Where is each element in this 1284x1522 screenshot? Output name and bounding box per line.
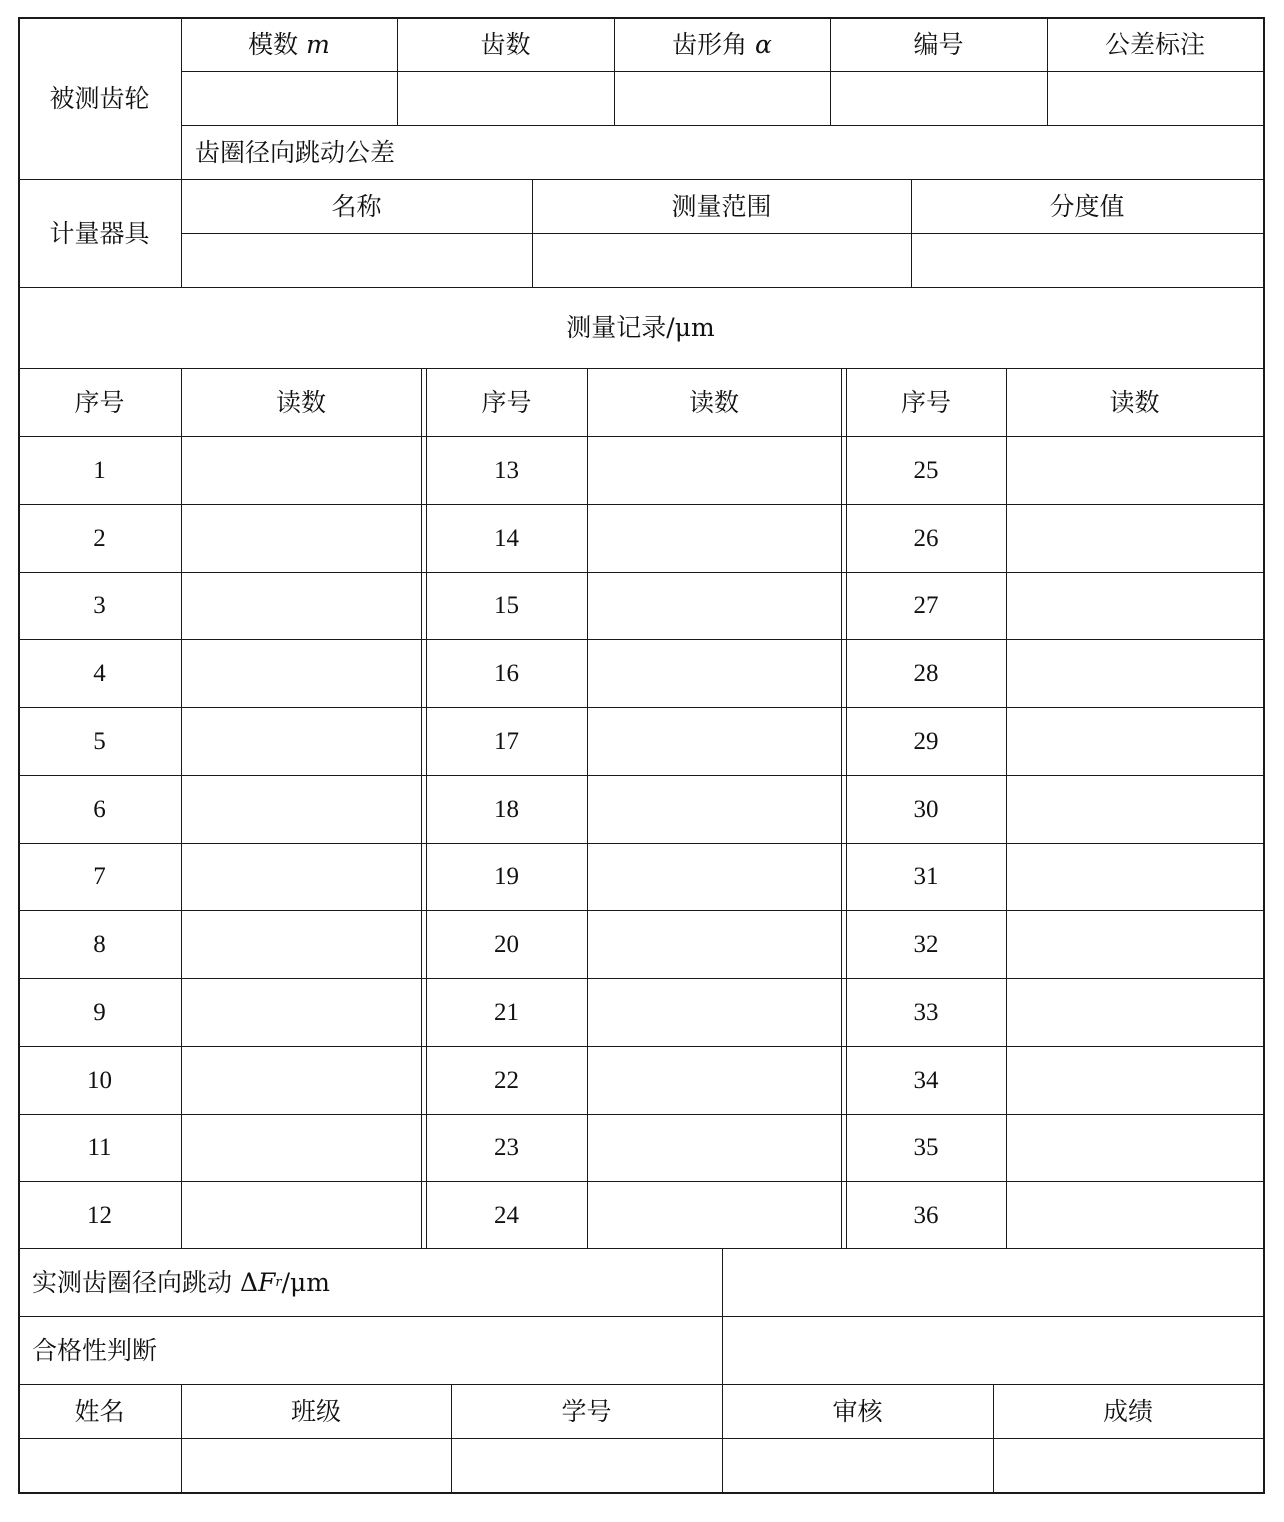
- record-row-number: 13: [494, 456, 519, 484]
- record-reading-cell[interactable]: [181, 775, 421, 843]
- value-pressure-angle[interactable]: [614, 71, 830, 125]
- record-row-number: 29: [913, 727, 939, 755]
- header-tolerance-mark: 公差标注: [1104, 29, 1205, 59]
- record-row-number: 28: [913, 659, 939, 687]
- record-reading-cell[interactable]: [587, 978, 841, 1046]
- record-row-number: 21: [494, 998, 519, 1026]
- record-row-number: 14: [494, 524, 519, 552]
- runout-tolerance-label: 齿圈径向跳动公差: [195, 137, 396, 167]
- record-reading-cell[interactable]: [1006, 1181, 1263, 1249]
- record-reading-cell[interactable]: [587, 1114, 841, 1181]
- footer-class-value[interactable]: [181, 1438, 451, 1492]
- header-measuring-range: 测量范围: [671, 191, 772, 221]
- record-reading-cell[interactable]: [587, 843, 841, 910]
- col-header-no-3: 序号: [900, 387, 951, 417]
- record-row-number: 30: [913, 795, 939, 823]
- record-row-number: 26: [913, 524, 939, 552]
- border-bottom: [18, 1492, 1265, 1494]
- header-module-symbol: m: [306, 29, 330, 59]
- record-reading-cell[interactable]: [587, 504, 841, 572]
- record-reading-cell[interactable]: [181, 1181, 421, 1249]
- record-reading-cell[interactable]: [587, 639, 841, 707]
- record-row-number: 11: [87, 1134, 112, 1161]
- record-reading-cell[interactable]: [181, 843, 421, 910]
- record-reading-cell[interactable]: [587, 707, 841, 775]
- record-row-number: 32: [913, 930, 939, 958]
- record-row-number: 24: [494, 1201, 519, 1229]
- record-row-number: 9: [93, 998, 106, 1026]
- record-row-number: 16: [494, 659, 519, 687]
- footer-review-value[interactable]: [722, 1438, 993, 1492]
- footer-student-id-value[interactable]: [451, 1438, 722, 1492]
- header-angle-text: 齿形角: [672, 29, 748, 59]
- record-reading-cell[interactable]: [1006, 1114, 1263, 1181]
- record-row-number: 35: [913, 1134, 939, 1161]
- record-row-number: 1: [93, 456, 106, 484]
- record-row-number: 36: [913, 1201, 939, 1229]
- record-reading-cell[interactable]: [1006, 978, 1263, 1046]
- measured-runout-label: [18, 1248, 722, 1316]
- footer-name-label: 姓名: [74, 1396, 125, 1426]
- gear-section-label: 被测齿轮: [49, 83, 150, 113]
- record-reading-cell[interactable]: [587, 1046, 841, 1114]
- record-double-line-2a: [841, 368, 842, 1249]
- record-row-number: 27: [913, 592, 939, 619]
- qualification-judgement-label: 合格性判断: [32, 1335, 158, 1365]
- header-teeth: 齿数: [480, 29, 531, 59]
- footer-name-value[interactable]: [18, 1438, 181, 1492]
- record-row-number: 17: [494, 727, 519, 755]
- record-row-number: 5: [93, 727, 106, 755]
- measured-runout-symbol: F: [258, 1267, 276, 1297]
- record-reading-cell[interactable]: [1006, 572, 1263, 639]
- col-header-reading-3: 读数: [1109, 387, 1160, 417]
- footer-class-label: 班级: [290, 1396, 341, 1426]
- record-reading-cell[interactable]: [181, 436, 421, 504]
- record-reading-cell[interactable]: [181, 572, 421, 639]
- value-measuring-range[interactable]: [532, 233, 911, 287]
- record-reading-cell[interactable]: [1006, 1046, 1263, 1114]
- header-instrument-name: 名称: [331, 191, 382, 221]
- record-reading-cell[interactable]: [181, 504, 421, 572]
- header-pressure-angle: [614, 17, 830, 71]
- record-reading-cell[interactable]: [1006, 707, 1263, 775]
- col-header-reading-1: 读数: [275, 387, 326, 417]
- record-row-number: 22: [494, 1066, 519, 1094]
- value-division-value[interactable]: [911, 233, 1263, 287]
- record-row-number: 15: [494, 592, 519, 619]
- record-reading-cell[interactable]: [1006, 504, 1263, 572]
- record-reading-cell[interactable]: [587, 910, 841, 978]
- record-row-number: 6: [93, 795, 106, 823]
- header-division-value: 分度值: [1049, 191, 1125, 221]
- record-reading-cell[interactable]: [181, 910, 421, 978]
- record-row-number: 23: [494, 1134, 519, 1161]
- value-module[interactable]: [181, 71, 397, 125]
- record-title: 测量记录/μm: [566, 313, 715, 342]
- record-reading-cell[interactable]: [587, 572, 841, 639]
- record-row-number: 10: [87, 1066, 112, 1094]
- record-row-number: 31: [913, 863, 939, 890]
- col-header-no-2: 序号: [481, 387, 532, 417]
- record-row-number: 33: [913, 998, 939, 1026]
- measured-runout-value[interactable]: [722, 1248, 1263, 1316]
- qualification-judgement-value[interactable]: [722, 1316, 1263, 1384]
- header-serial: 编号: [913, 29, 964, 59]
- border-right: [1263, 17, 1265, 1494]
- footer-score-value[interactable]: [993, 1438, 1263, 1492]
- instrument-section-label: 计量器具: [49, 218, 150, 248]
- record-reading-cell[interactable]: [181, 978, 421, 1046]
- record-row-number: 19: [494, 863, 519, 890]
- header-module: [181, 17, 397, 71]
- record-reading-cell[interactable]: [181, 707, 421, 775]
- record-reading-cell[interactable]: [181, 1114, 421, 1181]
- record-row-number: 20: [494, 930, 519, 958]
- record-double-line-1a: [421, 368, 422, 1249]
- record-reading-cell[interactable]: [181, 639, 421, 707]
- record-row-number: 3: [93, 592, 106, 619]
- record-row-number: 4: [93, 659, 106, 687]
- header-angle-symbol: α: [755, 29, 772, 59]
- record-reading-cell[interactable]: [1006, 843, 1263, 910]
- record-row-number: 25: [913, 456, 939, 484]
- record-row-number: 2: [93, 524, 106, 552]
- record-reading-cell[interactable]: [587, 1181, 841, 1249]
- record-reading-cell[interactable]: [1006, 436, 1263, 504]
- record-reading-cell[interactable]: [587, 775, 841, 843]
- value-teeth[interactable]: [397, 71, 614, 125]
- record-reading-cell[interactable]: [1006, 775, 1263, 843]
- col-header-reading-2: 读数: [688, 387, 739, 417]
- value-serial[interactable]: [830, 71, 1047, 125]
- record-row-number: 8: [93, 930, 106, 958]
- value-tolerance-mark[interactable]: [1047, 71, 1263, 125]
- header-module-text: 模数: [248, 29, 299, 59]
- measured-runout-subscript: r: [275, 1274, 282, 1290]
- col-header-no-1: 序号: [74, 387, 125, 417]
- record-reading-cell[interactable]: [1006, 910, 1263, 978]
- footer-score-label: 成绩: [1102, 1396, 1153, 1426]
- value-instrument-name[interactable]: [181, 233, 532, 287]
- record-row-number: 7: [93, 863, 106, 890]
- record-row-number: 12: [87, 1201, 112, 1229]
- measured-runout-prefix: 实测齿圈径向跳动 Δ: [32, 1267, 259, 1297]
- record-reading-cell[interactable]: [587, 436, 841, 504]
- footer-student-id-label: 学号: [561, 1396, 612, 1426]
- record-reading-cell[interactable]: [181, 1046, 421, 1114]
- record-reading-cell[interactable]: [1006, 639, 1263, 707]
- record-row-number: 18: [494, 795, 519, 823]
- measured-runout-unit: /μm: [281, 1267, 330, 1297]
- footer-review-label: 审核: [832, 1396, 883, 1426]
- record-row-number: 34: [913, 1066, 939, 1094]
